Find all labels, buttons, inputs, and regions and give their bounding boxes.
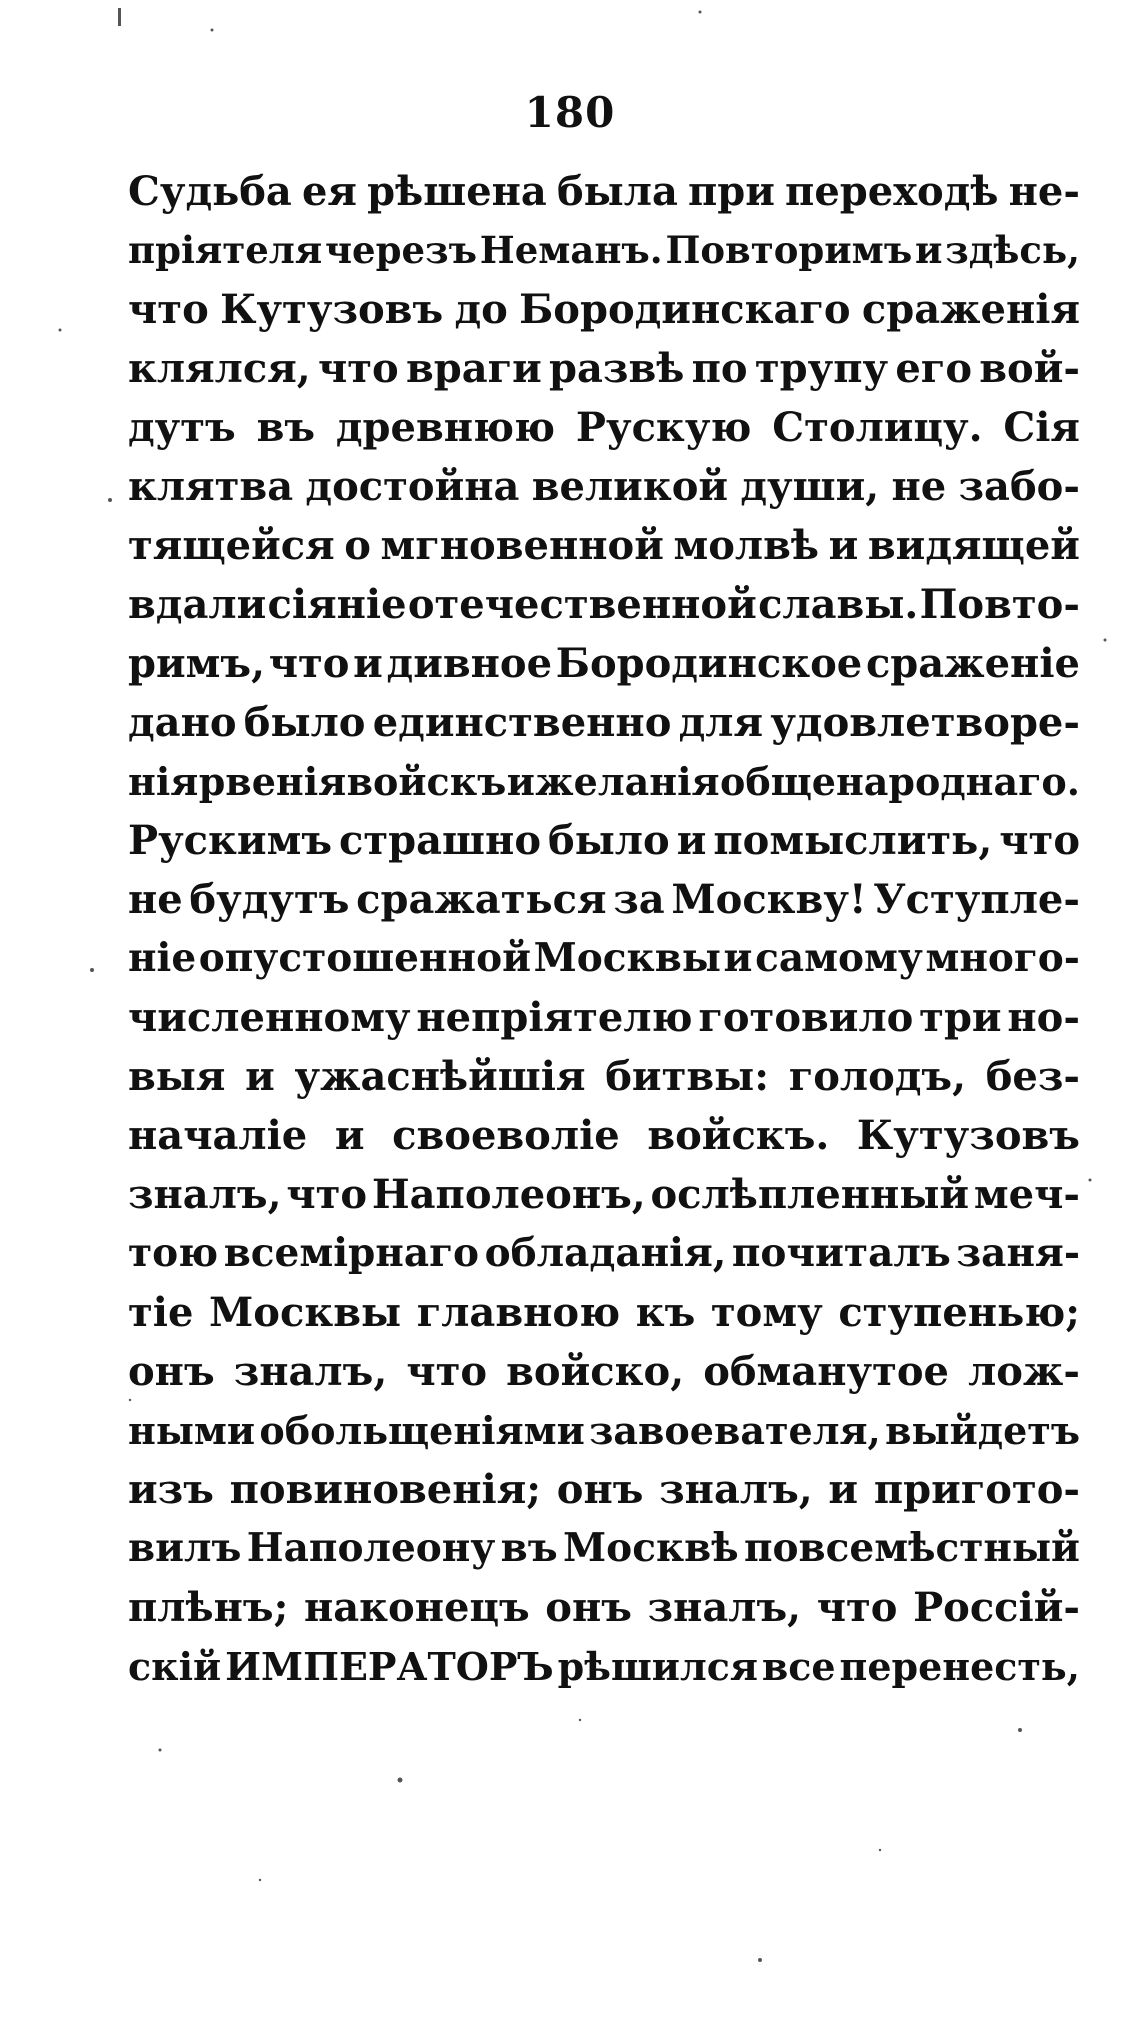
text-line: вдали сіяніе отечественной славы. Повто-	[128, 581, 1080, 628]
text-line: изъ повиновенія; онъ зналъ, и пригото-	[128, 1466, 1080, 1513]
text-line: онъ зналъ, что войско, обманутое лож-	[128, 1348, 1080, 1395]
body-text	[128, 162, 1080, 1696]
text-line: вилъ Наполеону въ Москвѣ повсемѣстный	[128, 1525, 1080, 1571]
text-line: нія рвенія войскъ и желанія общенароднаго.	[128, 759, 1080, 804]
text-line: выя и ужаснѣйшія битвы: голодъ, без-	[128, 1053, 1080, 1100]
text-line: что Кутузовъ до Бородинскаго сраженія	[128, 286, 1080, 333]
text-line: численному непріятелю готовило три но-	[128, 994, 1080, 1041]
text-line: клялся, что враги развѣ по трупу его вой-	[128, 345, 1080, 392]
text-line: клятва достойна великой души, не забо-	[128, 463, 1080, 510]
text-line: Рускимъ страшно было и помыслить, что	[128, 817, 1080, 864]
text-line: тою всемірнаго обладанія, почиталъ заня-	[128, 1230, 1080, 1276]
text-line: началіе и своеволіе войскъ. Кутузовъ	[128, 1112, 1080, 1159]
text-line: не будутъ сражаться за Москву! Уступле-	[128, 876, 1080, 923]
text-line: Судьба ея рѣшена была при переходѣ не-	[128, 168, 1080, 215]
text-line: ными обольщеніями завоевателя, выйдетъ	[128, 1408, 1080, 1453]
text-line: тіе Москвы главною къ тому ступенью;	[128, 1289, 1080, 1336]
text-line: ніе опустошенной Москвы и самому много-	[128, 935, 1080, 981]
text-line: плѣнъ; наконецъ онъ зналъ, что Россій-	[128, 1584, 1080, 1631]
text-line: римъ, что и дивное Бородинское сраженіе	[128, 640, 1080, 687]
text-line: скій ИМПЕРАТОРЪ рѣшился все перенесть,	[128, 1644, 1080, 1689]
text-line: дано было единственно для удовлетворе-	[128, 699, 1080, 746]
page-number: 180	[524, 88, 616, 137]
text-line: тящейся о мгновенной молвѣ и видящей	[128, 522, 1080, 569]
text-line: дутъ въ древнюю Рускую Столицу. Сія	[128, 404, 1080, 451]
text-line: зналъ, что Наполеонъ, ослѣпленный меч-	[128, 1171, 1080, 1218]
text-line: пріятеля черезъ Неманъ. Повторимъ и здѣсь,	[128, 228, 1080, 272]
